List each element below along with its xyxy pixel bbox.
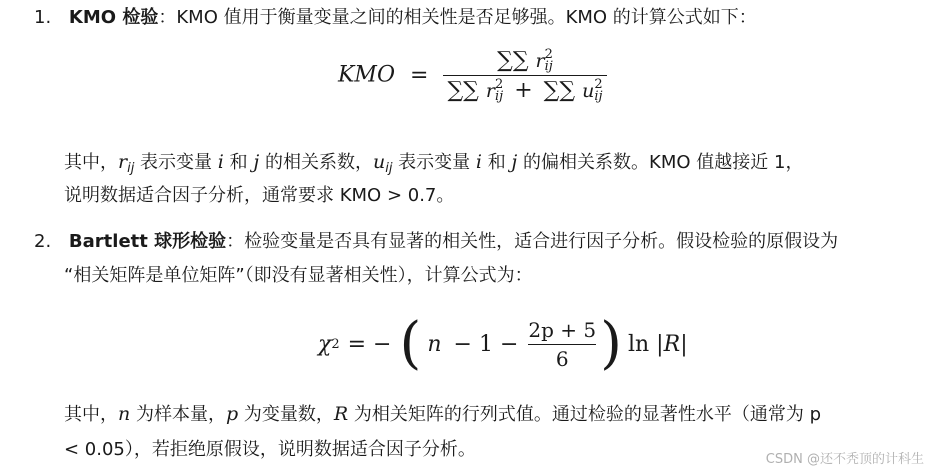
text: 的偏相关系数。KMO 值越接近 1， — [517, 152, 804, 173]
list-number: 1. — [34, 7, 52, 28]
var-chi: χ — [318, 331, 332, 357]
list-item-1 — [34, 6, 757, 30]
abs-bar: | — [680, 331, 688, 357]
item-intro: ：检验变量是否具有显著的相关性，适合进行因子分析。假设检验的原假设为 — [226, 231, 839, 252]
item1-explanation-line2: 说明数据适合因子分析，通常要求 KMO > 0.7。 — [64, 185, 455, 206]
text: 其中， — [64, 152, 118, 173]
watermark: CSDN @还不秃顶的计科生 — [765, 452, 924, 467]
var-j: j — [511, 151, 518, 173]
fraction-numerator: 2p + 5 — [528, 317, 597, 342]
fraction-numerator — [493, 48, 557, 75]
right-paren: ) — [600, 311, 622, 376]
list-item-2 — [34, 230, 838, 254]
var-i: i — [475, 151, 482, 173]
var-j: j — [253, 151, 260, 173]
text: 的相关系数， — [259, 152, 373, 173]
var-R: R — [333, 403, 349, 425]
sub-ij: ij — [127, 161, 135, 176]
sup-2: 2 — [544, 47, 553, 62]
text: 为相关矩阵的行列式值。通过检验的显著性水平（通常为 p — [348, 404, 822, 425]
bartlett-formula — [318, 312, 688, 376]
item-intro: ：KMO 值用于衡量变量之间的相关性是否足够强。KMO 的计算公式如下： — [158, 7, 757, 28]
item1-explanation-line1 — [64, 150, 803, 181]
sup-2: 2 — [494, 77, 504, 92]
sub-ij: ij — [385, 161, 393, 176]
ln-abs: ln | — [627, 331, 664, 357]
sum-symbol: ∑∑ — [497, 48, 529, 73]
item2-intro-line2: “相关矩阵是单位矩阵”（即没有显著相关性），计算公式为： — [64, 265, 533, 286]
minus-one: − 1 − — [453, 331, 519, 357]
subsup — [594, 79, 602, 103]
list-number: 2. — [34, 231, 52, 252]
item-title: Bartlett 球形检验 — [68, 231, 227, 252]
var-p: p — [225, 403, 239, 425]
var-n: n — [427, 331, 442, 357]
fraction-denominator — [443, 75, 606, 103]
subsup — [495, 79, 503, 103]
var-u: u — [372, 151, 386, 173]
formula-lhs: KMO — [338, 62, 395, 88]
text: 表示变量 — [392, 152, 476, 173]
sub-ij: ij — [544, 59, 553, 74]
formula-eq: = — [410, 62, 429, 88]
var-u: u — [582, 80, 595, 102]
sup-2: 2 — [331, 336, 340, 352]
var-r: r — [535, 50, 545, 72]
item2-explanation-line1 — [64, 402, 821, 427]
sub-ij: ij — [494, 89, 504, 104]
var-n: n — [118, 403, 131, 425]
item-title: KMO 检验 — [68, 7, 159, 28]
text: 表示变量 — [134, 152, 218, 173]
plus: + — [514, 78, 533, 103]
subsup — [545, 49, 553, 73]
var-i: i — [217, 151, 224, 173]
sum-symbol: ∑∑ — [543, 78, 576, 103]
text: 为变量数， — [238, 404, 334, 425]
item2-explanation-line2: < 0.05），若拒绝原假设，说明数据适合因子分析。 — [64, 439, 476, 460]
formula-fraction — [524, 318, 600, 371]
text: 和 — [223, 152, 254, 173]
text: 为样本量， — [130, 404, 226, 425]
text: 和 — [481, 152, 512, 173]
kmo-formula — [338, 48, 607, 103]
text: 其中， — [64, 404, 118, 425]
var-r: r — [485, 80, 495, 102]
formula-eq: = − — [347, 331, 392, 357]
sum-symbol: ∑∑ — [447, 78, 479, 103]
sup-2: 2 — [594, 77, 603, 92]
sub-ij: ij — [594, 89, 603, 104]
formula-fraction — [443, 48, 606, 103]
left-paren: ( — [399, 311, 422, 376]
fraction-denominator: 6 — [528, 344, 596, 371]
var-R: R — [663, 331, 681, 357]
var-r: r — [118, 151, 128, 173]
